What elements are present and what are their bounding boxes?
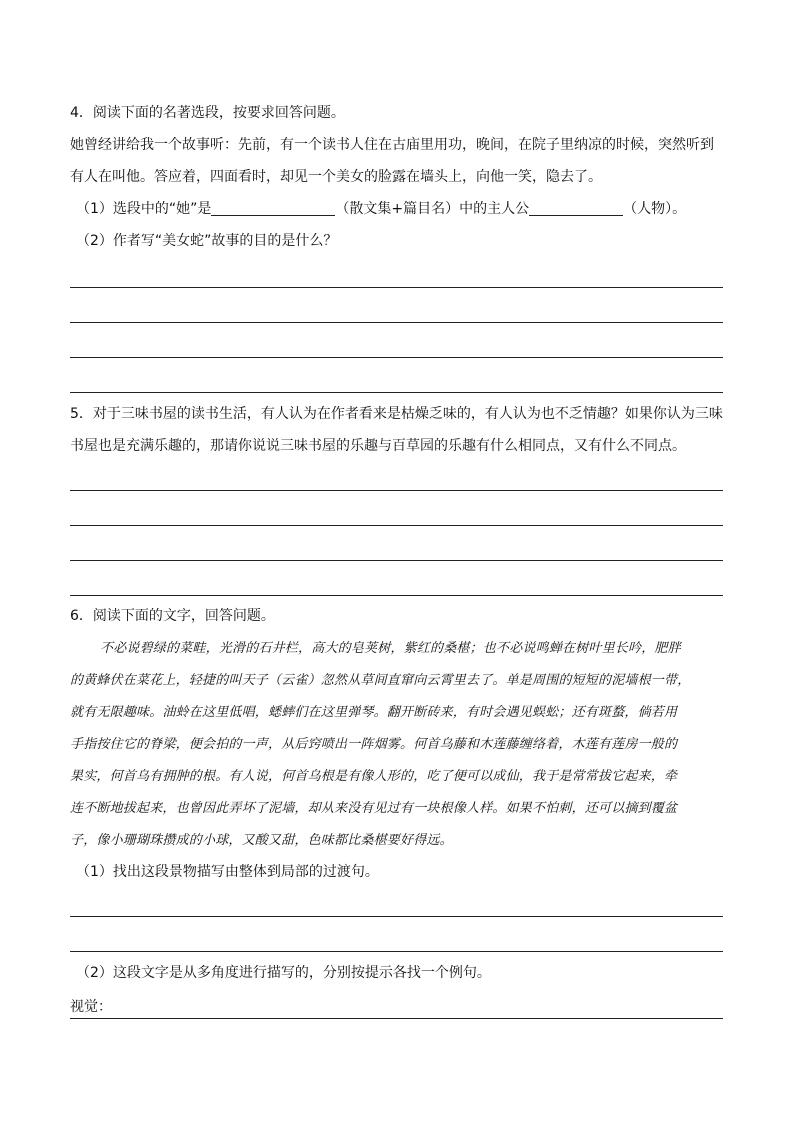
q6-visual-label: 视觉： (70, 999, 112, 1015)
q4-title: 4．阅读下面的名著选段，按要求回答问题。 (70, 105, 345, 121)
q4-sub1-text-c: （人物）。 (623, 201, 687, 217)
q6-excerpt-line-6: 连不断地拔起来，也曾因此弄坏了泥墙，却从来没有见过有一块根像人样。如果不怕刺，还可以摘到覆盆 (70, 801, 678, 816)
q6-excerpt-line-1: 不必说碧绿的菜畦，光滑的石井栏，高大的皂荚树，紫红的桑椹；也不必说鸣蝉在树叶里长吟，肥胖 (100, 641, 681, 656)
q4-sub1-blank-work[interactable] (211, 199, 335, 216)
q5-answer-line-4[interactable] (70, 595, 723, 596)
q4-passage-line-1: 她曾经讲给我一个故事听：先前，有一个读书人住在古庙里用功，晚间，在院子里纳凉的时候，突然听到 (70, 137, 714, 153)
q4-passage-line-2: 有人在叫他。答应着，四面看时，却见一个美女的脸露在墙头上，向他一笑，隐去了。 (70, 169, 602, 185)
q6-excerpt-line-3: 就有无限趣味。油蛉在这里低唱，蟋蟀们在这里弹琴。翻开断砖来，有时会遇见蜈蚣；还有斑蝥，倘若用 (70, 705, 678, 720)
q5-line-2: 书屋也是充满乐趣的，那请你说说三味书屋的乐趣与百草园的乐趣有什么相同点，又有什么不同点。 (70, 438, 686, 454)
q6-title: 6．阅读下面的文字，回答问题。 (70, 608, 275, 624)
q4-answer-line-2[interactable] (70, 322, 723, 323)
q4-answer-line-4[interactable] (70, 392, 723, 393)
q6-excerpt-line-4: 手指按住它的脊梁，便会拍的一声，从后窍喷出一阵烟雾。何首乌藤和木莲藤缠络着，木莲有莲房一般的 (70, 737, 678, 752)
q4-answer-line-1[interactable] (70, 287, 723, 288)
q5-answer-line-3[interactable] (70, 560, 723, 561)
q5-answer-line-2[interactable] (70, 525, 723, 526)
q6-sub2: （2）这段文字是从多角度进行描写的，分别按提示各找一个例句。 (76, 965, 491, 981)
q6-visual-answer-line[interactable] (70, 1018, 723, 1019)
q6-sub1-answer-line-2[interactable] (70, 951, 723, 952)
q4-answer-line-3[interactable] (70, 357, 723, 358)
q4-sub1-text-b: （散文集+篇目名）中的主人公 (335, 201, 530, 217)
q5-line-1: 5．对于三味书屋的读书生活，有人认为在作者看来是枯燥乏味的，有人认为也不乏情趣？如果你认为三味 (70, 406, 723, 422)
q4-sub2: （2）作者写“美女蛇”故事的目的是什么？ (76, 233, 338, 249)
q6-excerpt-line-7: 子，像小珊瑚珠攒成的小球，又酸又甜，色味都比桑椹要好得远。 (70, 833, 453, 848)
q6-sub1: （1）找出这段景物描写由整体到局部的过渡句。 (76, 864, 379, 880)
q4-sub1 (76, 198, 686, 218)
q4-sub1-blank-character[interactable] (529, 199, 623, 216)
q6-sub1-answer-line-1[interactable] (70, 916, 723, 917)
q5-answer-line-1[interactable] (70, 490, 723, 491)
q4-sub1-text-a: （1）选段中的“她”是 (76, 201, 212, 217)
q6-excerpt-line-5: 果实，何首乌有拥肿的根。有人说，何首乌根是有像人形的，吃了便可以成仙，我于是常常拔它起来，牵 (70, 769, 678, 784)
q6-excerpt-line-2: 的黄蜂伏在菜花上，轻捷的叫天子（云雀）忽然从草间直窜向云霄里去了。单是周围的短短的泥墙根一带， (70, 673, 691, 688)
